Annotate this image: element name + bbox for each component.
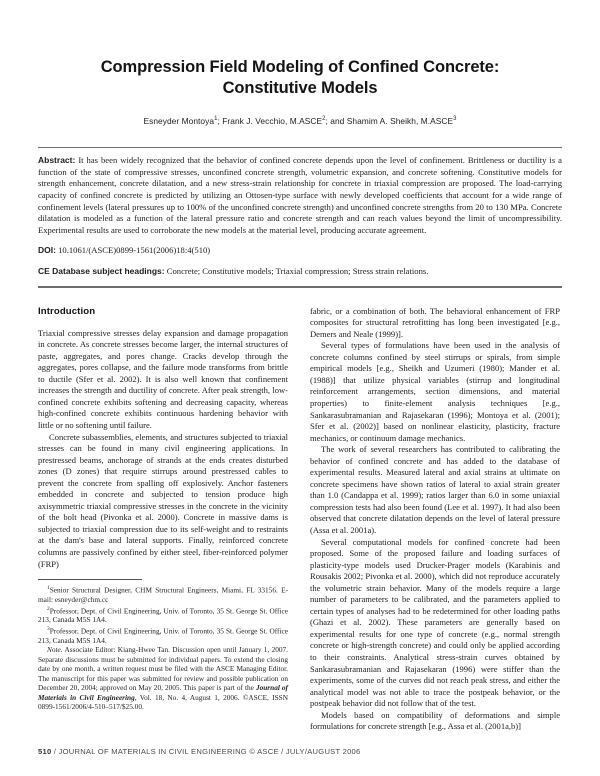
- doi-label: DOI:: [38, 245, 56, 256]
- left-column: [38, 306, 288, 733]
- page-title: [38, 0, 562, 99]
- footer-text: / JOURNAL OF MATERIALS IN CIVIL ENGINEERING © ASCE / JULY/AUGUST 2006: [53, 747, 361, 756]
- doi-value: 10.1061/(ASCE)0899-1561(2006)18:4(510): [58, 245, 211, 256]
- note-text-part-2: , Vol. 18, No. 4, August 1, 2006. ©ASCE, ISSN 0899-1561/2006/4-510–517/$25.00.: [38, 692, 288, 712]
- title-line-1: Compression Field Modeling of Confined Concrete:: [100, 58, 500, 76]
- note-journal-name: Journal of Materials in Civil Engineering: [38, 683, 288, 702]
- author-list: Esneyder Montoya$^1$; Frank J. Vecchio, M.ASCE$^2$; and Shamim A. Sheikh, M.ASCE$^3$: [143, 116, 457, 126]
- abstract-text: It has been widely recognized that the behavior of confined concrete depends upon the level of confinement. Brittleness or ductility is a function of the state of compressive stresses, unconfined concrete strength, volumetric expansion, and concrete softening. Constitutive models for strength enhancement, concrete dilatation, and a new stress-strain relationship for concrete in triaxial compression are proposed. The load-carrying capacity of confined concrete is predicted by utilizing an Ottosen-type surface with newly developed coefficients that account for a wide range of confinement levels (lateral pressures up to 100% of the unconfined concrete strength) and unconfined concrete strengths from 20 to 130 MPa. Concrete dilatation is modeled as a function of the lateral pressure ratio and concrete strength and can reach values beyond the limit of uncompressibility. Experimental results are used to corroborate the new models at the material level, producing accurate agreement.: [38, 155, 562, 235]
- paragraph: fabric, or a combination of both. The behavioral enhancement of FRP composites for structural retrofitting has long been investigated [e.g., Demers and Neale (1999)].: [310, 305, 560, 339]
- footnote-item: [38, 625, 288, 645]
- paragraph: Triaxial compressive stresses delay expansion and damage propagation in concrete. As concrete stresses become larger, the internal structures of paste, aggregates, and pores change. Cracks develop through the aggregates, pores collapse, and the failure mode transforms from brittle to ductile (Sfer et al. 2002). It is also well known that confinement increases the strength and ductility of concrete. After peak strength, low-confined concrete exhibits softening and decreasing capacity, whereas high-confined concrete exhibits continuous hardening behavior with little or no softening until failure.: [38, 327, 288, 430]
- footnote-item: [38, 584, 288, 604]
- footnote-marker: 2: [47, 605, 50, 612]
- footnote-divider: [38, 579, 142, 580]
- footnote-marker: 3: [47, 625, 50, 632]
- keywords-line: [38, 257, 562, 278]
- note-label: Note.: [47, 645, 63, 655]
- keywords-value: Concrete; Constitutive models; Triaxial compression; Stress strain relations.: [166, 265, 429, 276]
- section-heading-introduction: Introduction: [38, 305, 96, 317]
- footnotes-block: [38, 584, 288, 712]
- paragraph: Several types of formulations have been used in the analysis of concrete columns confined by steel stirrups or spirals, from simple empirical models [e.g., Sheikh and Uzumeri (1980); Mander et al. (1988)] that utilize physical variables (stirrup and longitudinal reinforcement arrangements, section dimensions, and material properties) to finite-element analysis techniques [e.g., Sankarasubramanian and Rajasekaran (1996); Montoya et al. (2001); Sfer et al. (2002)] based on nonlinear elasticity, plasticity, fracture mechanics, or continuum damage mechanics.: [310, 340, 560, 443]
- page-footer: [38, 747, 361, 756]
- footer-page-number: 510: [38, 747, 52, 756]
- title-line-2: Constitutive Models: [222, 79, 378, 97]
- footnote-text: Senior Structural Designer, CHM Structural Engineers, Miami, FL 33156. E-mail: esneyder@chm.cc: [38, 585, 288, 605]
- paragraph: Several computational models for confined concrete had been proposed. Some of the proposed failure and loading surfaces of plasticity-type models used Drucker-Prager models (Karabinis and Rousakis 2002; Pivonka et al. 2000), which did not reproduce accurately the volumetric strain behavior. Many of the models require a large number of parameters to be calibrated, and the parameters applied to certain types of analyses had to be redetermined for other loading paths (Ghazi et al. 2002). These parameters are generally based on experimental results for one type of concrete (e.g., normal strength concrete or high-strength concrete) and could only be applied according to their constraints. Analytical stress-strain curves obtained by Sankarasubramanian and Rajasekaran (1996) were stiffer than the experiments, some of the curves did not reach peak stress, and either the analytical model was not able to trace the postpeak behavior, or the postpeak behavior did not follow that of the test.: [310, 536, 560, 709]
- footnote-note: [38, 645, 288, 712]
- paragraph: Models based on compatibility of deformations and simple formulations for concrete strength [e.g., Assa et al. (2001a,b)]: [310, 709, 560, 732]
- footnote-text: Professor, Dept. of Civil Engineering, Univ. of Toronto, 35 St. George St. Office 213, Canada M5S 1A4.: [38, 605, 288, 625]
- keywords-label: CE Database subject headings:: [38, 265, 165, 276]
- abstract-label: Abstract:: [38, 155, 76, 166]
- doi-line: [38, 236, 562, 257]
- body-columns: [38, 288, 562, 733]
- footnote-item: [38, 605, 288, 625]
- footnote-marker: 1: [47, 585, 50, 592]
- note-text-part-1: Associate Editor: Kiang-Hwee Tan. Discussion open until January 1, 2007. Separate discussions must be submitted for individual papers. To extend the closing date by one month, a written request must be filed with the ASCE Managing Editor. The manuscript for this paper was submitted for review and possible publication on December 20, 2004; approved on May 20, 2005. This paper is part of the: [38, 645, 289, 693]
- footnote-text: Professor, Dept. of Civil Engineering, Univ. of Toronto, 35 St. George St. Office 213, Canada M5S 1A4.: [38, 626, 288, 645]
- abstract-paragraph: [38, 148, 562, 236]
- paragraph: The work of several researchers has contributed to calibrating the behavior of confined concrete and has added to the database of experimental results. Measured lateral and axial strains at ultimate on concrete specimens have shown ratios of lateral to axial strain greater than 1.0 (Candappa et al. 1999); ratios larger than 6.0 in some uniaxial compression tests had also been found (Lee et al. 1997). It had also been observed that concrete dilatation depends on the level of lateral pressure (Assa et al. 2001a).: [310, 444, 560, 535]
- right-column: [310, 306, 560, 733]
- paragraph: Concrete subassemblies, elements, and structures subjected to triaxial stresses can be found in many civil engineering applications. In prestressed beams, anchorage of strands at the ends creates disturbed zones (D zones) that require stirrups around prestressed cables to prevent the concrete from spalling off explosively. Anchor fasteners embedded in concrete and subjected to tension produce high axisymmetric triaxial compressive stresses in the concrete in the vicinity of the bolt head (Pivonka et al. 2000). Concrete in massive dams is subjected to triaxial compression due to its self-weight and to restraints at the dam's base and lateral supports. Finally, reinforced concrete columns are passively confined by either steel, fiber-reinforced polymer (FRP): [38, 431, 288, 569]
